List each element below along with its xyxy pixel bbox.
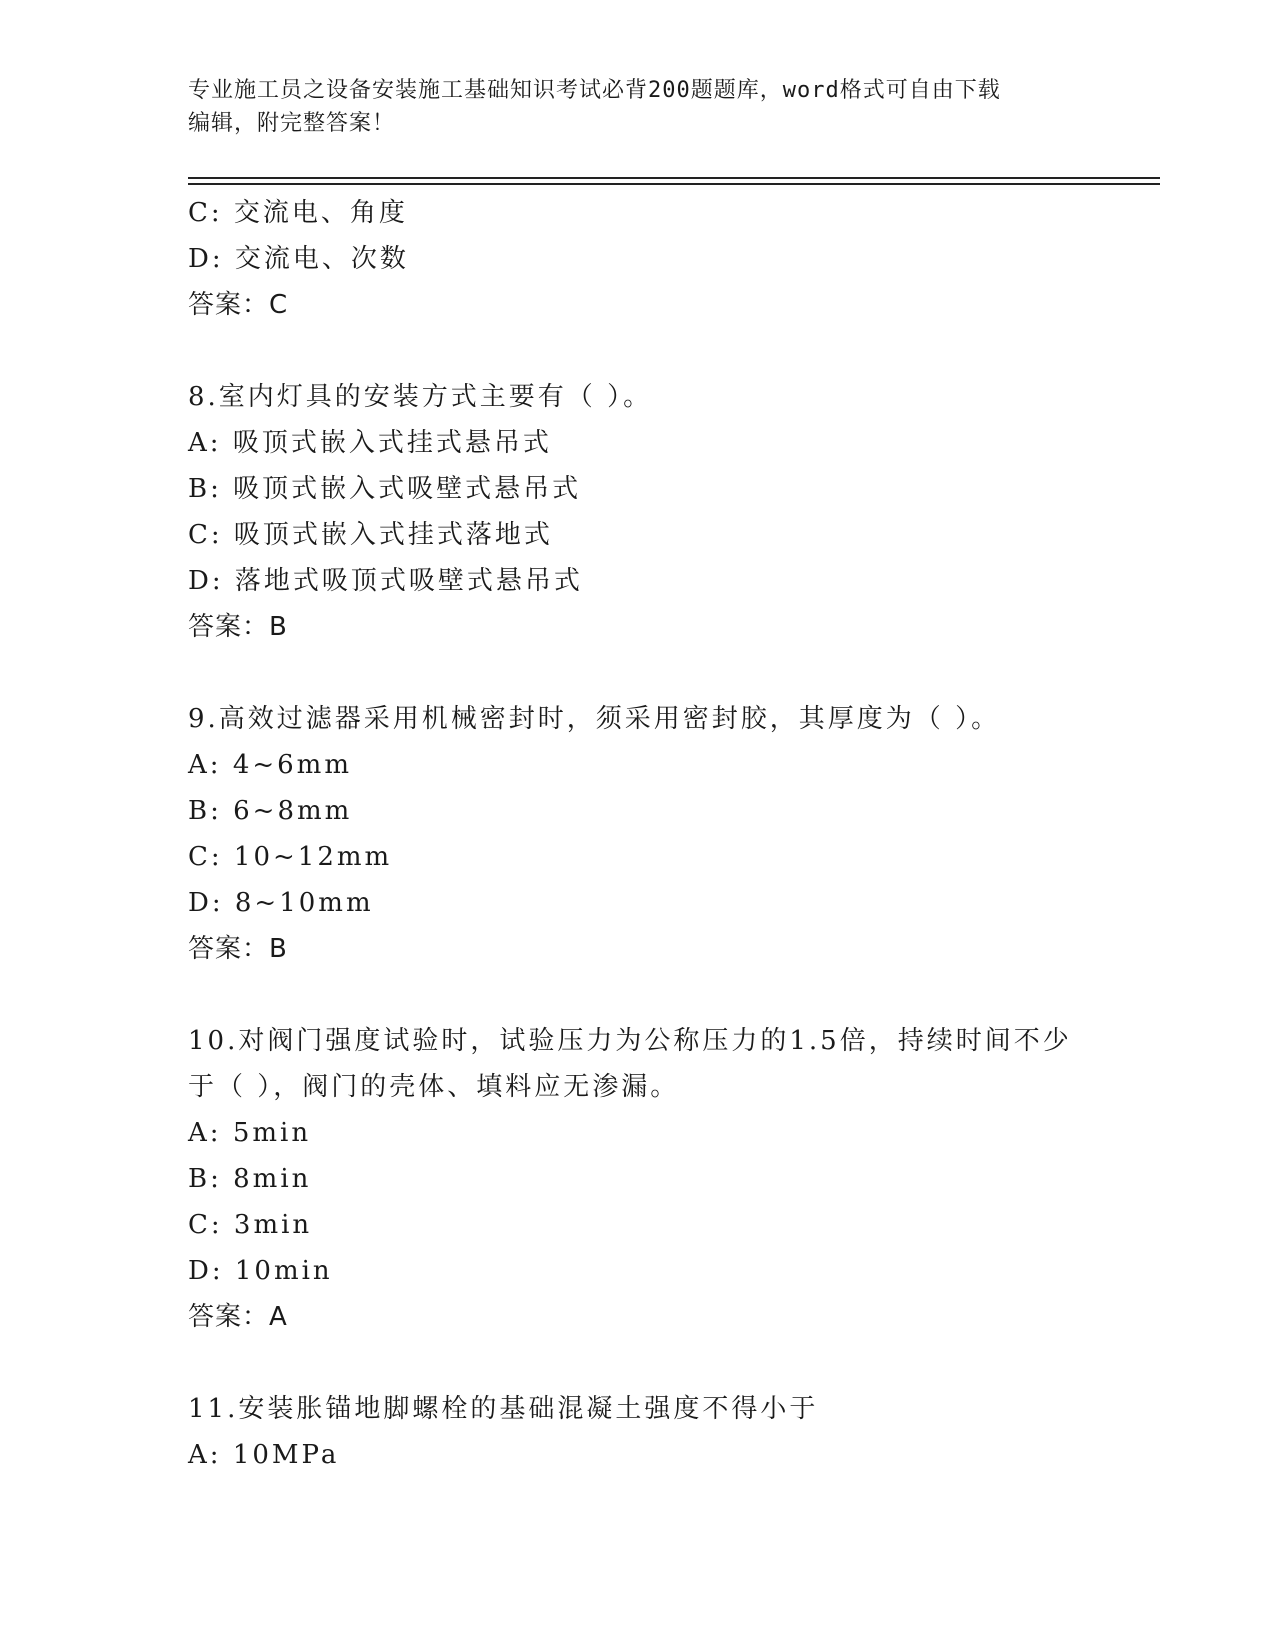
question-stem: 11.安装胀锚地脚螺栓的基础混凝土强度不得小于 <box>188 1394 819 1424</box>
option-c <box>188 512 1128 558</box>
option-a <box>188 1432 1128 1478</box>
option-text: 交流电、角度 <box>233 198 408 228</box>
option-label: C: <box>188 520 223 550</box>
spacer <box>188 972 1128 1018</box>
option-b <box>188 788 1128 834</box>
option-d <box>188 558 1128 604</box>
option-d <box>188 236 1128 282</box>
option-d <box>188 880 1128 926</box>
option-a <box>188 420 1128 466</box>
option-text: 4~6mm <box>232 750 352 780</box>
header-title-line-1: 专业施工员之设备安装施工基础知识考试必背200题题库，word格式可自由下载 <box>188 78 1001 103</box>
spacer <box>188 650 1128 696</box>
option-text: 6~8mm <box>233 796 353 826</box>
answer: 答案：B <box>188 612 288 642</box>
document-header <box>188 74 1088 140</box>
option-text: 吸顶式嵌入式挂式落地式 <box>233 520 553 550</box>
option-text: 10~12mm <box>233 842 393 872</box>
option-label: B: <box>188 474 222 504</box>
option-label: A: <box>188 750 222 780</box>
option-d <box>188 1248 1128 1294</box>
option-c <box>188 834 1128 880</box>
question-11 <box>188 1386 1128 1478</box>
option-label: D: <box>188 1256 224 1286</box>
option-text: 10min <box>234 1256 333 1286</box>
question-stem-line-2: 于（ ），阀门的壳体、填料应无渗漏。 <box>188 1072 680 1102</box>
option-label: D: <box>188 566 224 596</box>
option-label: A: <box>188 1118 222 1148</box>
question-list <box>188 190 1128 1478</box>
option-label: A: <box>188 428 222 458</box>
question-10 <box>188 1018 1128 1340</box>
question-stem-line-1: 10.对阀门强度试验时，试验压力为公称压力的1.5倍，持续时间不少 <box>188 1026 1072 1056</box>
header-title-line-2: 编辑，附完整答案！ <box>188 111 396 136</box>
question-stem: 8.室内灯具的安装方式主要有（ ）。 <box>188 382 653 412</box>
option-label: B: <box>188 1164 222 1194</box>
answer: 答案：A <box>188 1302 288 1332</box>
option-text: 8~10mm <box>234 888 374 918</box>
header-divider-top <box>188 177 1160 179</box>
option-label: C: <box>188 842 223 872</box>
question-7-continuation <box>188 190 1128 328</box>
header-divider-bottom <box>188 183 1160 185</box>
option-label: A: <box>188 1440 222 1470</box>
option-text: 落地式吸顶式吸壁式悬吊式 <box>234 566 583 596</box>
option-label: C: <box>188 1210 223 1240</box>
option-text: 5min <box>232 1118 312 1148</box>
option-text: 8min <box>233 1164 312 1194</box>
spacer <box>188 328 1128 374</box>
answer: 答案：C <box>188 290 289 320</box>
option-text: 吸顶式嵌入式吸壁式悬吊式 <box>233 474 582 504</box>
option-text: 吸顶式嵌入式挂式悬吊式 <box>232 428 552 458</box>
option-a <box>188 1110 1128 1156</box>
option-c <box>188 190 1128 236</box>
option-a <box>188 742 1128 788</box>
question-9 <box>188 696 1128 972</box>
question-8 <box>188 374 1128 650</box>
option-text: 交流电、次数 <box>234 244 409 274</box>
option-text: 3min <box>233 1210 313 1240</box>
question-stem: 9.高效过滤器采用机械密封时，须采用密封胶，其厚度为（ ）。 <box>188 704 1001 734</box>
answer: 答案：B <box>188 934 288 964</box>
option-b <box>188 466 1128 512</box>
option-text: 10MPa <box>232 1440 340 1470</box>
option-label: D: <box>188 244 224 274</box>
option-c <box>188 1202 1128 1248</box>
option-label: B: <box>188 796 222 826</box>
option-label: C: <box>188 198 223 228</box>
option-label: D: <box>188 888 224 918</box>
spacer <box>188 1340 1128 1386</box>
option-b <box>188 1156 1128 1202</box>
